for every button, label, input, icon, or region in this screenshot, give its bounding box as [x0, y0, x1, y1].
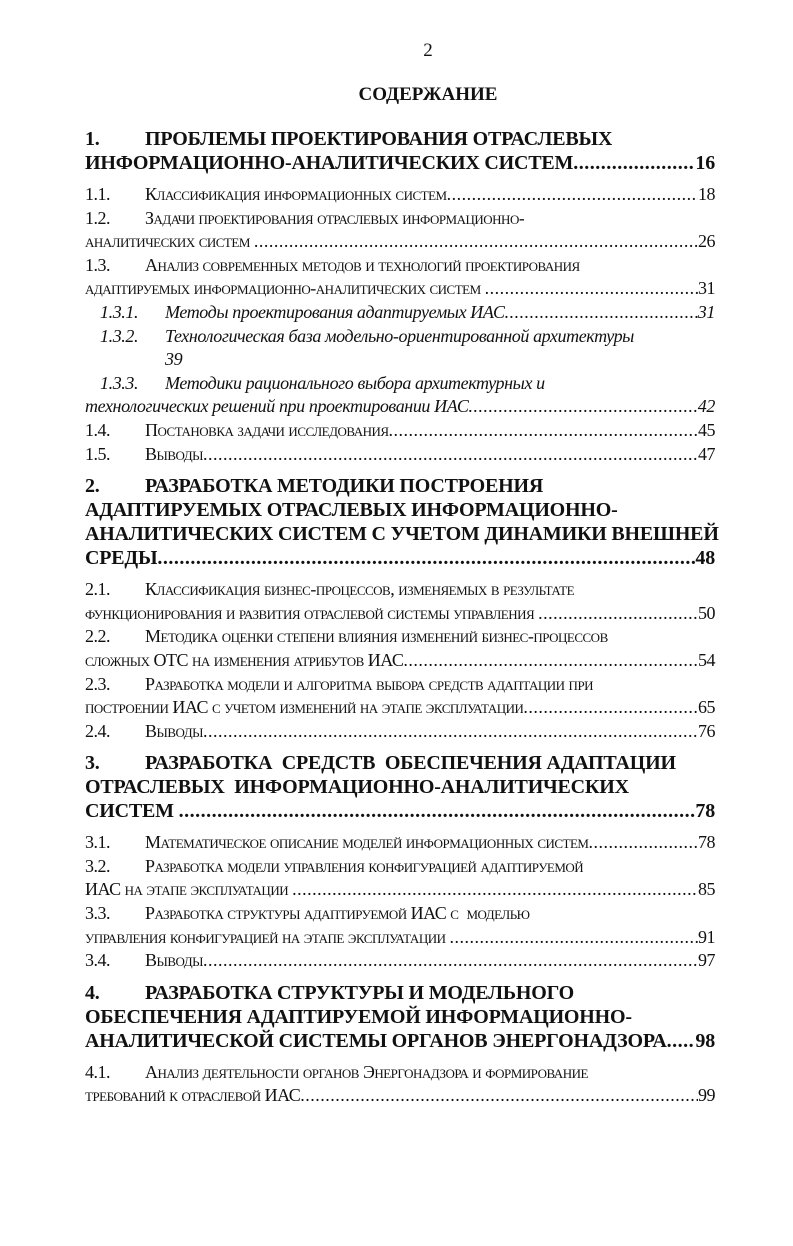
entry-page-number[interactable]: 42 [697, 396, 715, 417]
entry-title-text: Разработка структуры адаптируемой ИАС с моделью [145, 903, 530, 924]
entry-title-text: сложных ОТС на изменения атрибутов ИАС [85, 649, 404, 670]
toc-entry-line [85, 902, 715, 926]
toc-entry-section[interactable] [85, 207, 715, 254]
dot-leader [485, 277, 698, 301]
toc-entry-section[interactable] [85, 1061, 715, 1108]
toc-entry-line [85, 696, 715, 720]
entry-page-number[interactable]: 39 [165, 349, 183, 370]
entry-title-text: РАЗРАБОТКА СТРУКТУРЫ И МОДЕЛЬНОГО [145, 981, 574, 1004]
entry-page-number[interactable]: 78 [695, 800, 715, 823]
toc-entry-section[interactable] [85, 254, 715, 301]
toc-entry-section[interactable] [85, 902, 715, 949]
toc-entry-line [85, 855, 715, 879]
dot-leader [203, 443, 698, 467]
toc-entry-line [85, 1061, 715, 1085]
entry-title-text: Анализ деятельности органов Энергонадзора и формирование [145, 1061, 588, 1082]
toc-entry-line [85, 301, 715, 325]
toc-entry-line [85, 151, 715, 175]
toc-entry-line [85, 498, 715, 522]
entry-number: 2.2. [85, 626, 110, 647]
toc-entry-line [85, 649, 715, 673]
toc-entry-line [85, 230, 715, 254]
entry-number: 1.2. [85, 207, 110, 228]
entry-number: 3.4. [85, 950, 110, 971]
toc-entry-line [85, 625, 715, 649]
toc-entry-line [85, 1084, 715, 1108]
toc-entry-line [85, 775, 715, 799]
toc-entry-section[interactable] [85, 419, 715, 443]
page-number: 2 [423, 40, 433, 61]
entry-number: 2.1. [85, 579, 110, 600]
entry-title-text: ПРОБЛЕМЫ ПРОЕКТИРОВАНИЯ ОТРАСЛЕВЫХ [145, 128, 613, 150]
entry-title-text: Методики рационального выбора архитектурных и [165, 372, 545, 393]
toc-entry-chapter[interactable] [85, 981, 715, 1053]
dot-leader [389, 419, 698, 443]
entry-page-number[interactable]: 98 [695, 1029, 715, 1052]
entry-number: 1.1. [85, 184, 110, 204]
dot-leader [667, 1029, 696, 1053]
toc-entry-line [85, 799, 715, 823]
toc-entry-subsection[interactable] [85, 372, 715, 419]
toc-entry-section[interactable] [85, 949, 715, 973]
table-of-contents [85, 127, 719, 1108]
entry-title-text: Выводы [145, 950, 203, 971]
entry-number: 1.3.3. [100, 372, 139, 393]
entry-title-text: Классификация информационных систем [145, 184, 447, 204]
toc-entry-line [85, 207, 715, 231]
toc-entry-section[interactable] [85, 578, 715, 625]
dot-leader [449, 926, 698, 950]
entry-number: 1.3. [85, 254, 110, 275]
dot-leader [254, 230, 698, 254]
entry-page-number[interactable]: 31 [698, 278, 715, 299]
entry-title-text: Технологическая база модельно-ориентированной архитектуры [165, 325, 634, 346]
toc-entry-line [85, 277, 715, 301]
entry-number: 1. [85, 128, 100, 150]
entry-title-text: Задачи проектирования отраслевых информационно- [145, 207, 525, 228]
entry-title-text: аналитических систем [85, 231, 254, 252]
entry-title-text: РАЗРАБОТКА МЕТОДИКИ ПОСТРОЕНИЯ [145, 475, 544, 498]
toc-entry-chapter[interactable] [85, 474, 719, 570]
dot-leader [292, 878, 698, 902]
entry-page-number[interactable]: 76 [698, 720, 715, 741]
toc-entry-line [85, 1029, 715, 1053]
entry-page-number[interactable]: 31 [697, 301, 715, 322]
dot-leader [157, 546, 695, 570]
entry-number: 2. [85, 475, 100, 498]
entry-page-number[interactable]: 16 [695, 152, 715, 174]
entry-page-number[interactable]: 99 [698, 1085, 715, 1106]
entry-number: 4.1. [85, 1061, 110, 1082]
dot-leader [403, 649, 698, 673]
entry-title-text: Разработка модели и алгоритма выбора средств адаптации при [145, 673, 594, 694]
toc-entry-line [85, 348, 715, 372]
entry-title-text: ИАС на этапе эксплуатации [85, 879, 293, 900]
toc-entry-line [85, 831, 715, 855]
toc-entry-section[interactable] [85, 831, 715, 855]
dot-leader [203, 949, 698, 973]
toc-heading: СОДЕРЖАНИЕ [358, 84, 498, 105]
entry-number: 3.1. [85, 832, 110, 853]
dot-leader [505, 301, 698, 325]
toc-entry-line [85, 602, 715, 626]
toc-entry-line [85, 1005, 715, 1029]
entry-title-text: РАЗРАБОТКА СРЕДСТВ ОБЕСПЕЧЕНИЯ АДАПТАЦИИ [145, 752, 676, 775]
dot-leader [447, 183, 698, 207]
entry-title-text: Постановка задачи исследования [145, 419, 389, 440]
toc-entry-section[interactable] [85, 443, 715, 467]
entry-number: 3.3. [85, 903, 110, 924]
toc-entry-chapter[interactable] [85, 127, 715, 175]
entry-title-text: АНАЛИТИЧЕСКИХ СИСТЕМ С УЧЕТОМ ДИНАМИКИ ВНЕШНЕЙ [85, 523, 719, 546]
toc-entry-line [85, 522, 719, 546]
dot-leader [179, 799, 696, 823]
toc-entry-line [85, 127, 715, 151]
entry-page-number[interactable]: 47 [698, 443, 715, 464]
toc-entry-line [85, 751, 715, 775]
entry-number: 1.4. [85, 419, 110, 440]
entry-number: 4. [85, 981, 100, 1004]
toc-entry-line [85, 474, 715, 498]
entry-title-text: АНАЛИТИЧЕСКОЙ СИСТЕМЫ ОРГАНОВ ЭНЕРГОНАДЗОРА [85, 1029, 667, 1052]
toc-entry-section[interactable] [85, 855, 715, 902]
toc-entry-section[interactable] [85, 673, 715, 720]
entry-title-text: требований к отраслевой ИАС [85, 1085, 301, 1106]
toc-entry-section[interactable] [85, 625, 715, 672]
toc-entry-line [85, 949, 715, 973]
dot-leader [573, 151, 695, 175]
dot-leader [589, 831, 699, 855]
dot-leader [300, 1084, 698, 1108]
entry-number: 1.3.2. [100, 325, 139, 346]
entry-number: 2.3. [85, 673, 110, 694]
entry-page-number[interactable]: 54 [698, 649, 715, 670]
toc-entry-chapter[interactable] [85, 751, 715, 823]
entry-page-number[interactable]: 48 [695, 547, 715, 570]
entry-title-text: Выводы [145, 443, 203, 464]
entry-title-text: СРЕДЫ [85, 547, 158, 570]
entry-page-number[interactable]: 85 [698, 879, 715, 900]
entry-number: 1.5. [85, 443, 110, 464]
entry-title-text: ОБЕСПЕЧЕНИЯ АДАПТИРУЕМОЙ ИНФОРМАЦИОННО- [85, 1005, 632, 1028]
entry-page-number[interactable]: 97 [698, 950, 715, 971]
entry-page-number[interactable]: 91 [698, 926, 715, 947]
toc-entry-line [85, 926, 715, 950]
dot-leader [469, 395, 698, 419]
toc-entry-line [85, 878, 715, 902]
entry-title-text: Методика оценки степени влияния изменений бизнес-процессов [145, 626, 608, 647]
entry-title-text: Методы проектирования адаптируемых ИАС [165, 301, 505, 322]
entry-title-text: Математическое описание моделей информационных систем [145, 832, 589, 853]
toc-entry-line [85, 546, 715, 570]
entry-title-text: Классификация бизнес-процессов, изменяемых в результате [145, 579, 575, 600]
toc-entry-line [85, 443, 715, 467]
entry-title-text: ИНФОРМАЦИОННО-АНАЛИТИЧЕСКИХ СИСТЕМ [85, 152, 574, 174]
entry-title-text: технологических решений при проектировании ИАС [85, 396, 469, 417]
dot-leader [523, 696, 698, 720]
toc-entry-line [85, 981, 715, 1005]
dot-leader [538, 602, 698, 626]
toc-entry-subsection[interactable] [85, 325, 715, 372]
entry-title-text: Анализ современных методов и технологий проектирования [145, 254, 580, 275]
entry-title-text: СИСТЕМ [85, 800, 179, 823]
toc-entry-line [85, 325, 715, 349]
entry-page-number[interactable]: 26 [698, 231, 715, 252]
toc-entry-section[interactable] [85, 183, 715, 207]
entry-number: 3. [85, 752, 100, 775]
toc-entry-line [85, 673, 715, 697]
entry-page-number[interactable]: 65 [698, 697, 715, 718]
entry-title-text: Выводы [145, 720, 203, 741]
toc-entry-line [85, 183, 715, 207]
entry-page-number[interactable]: 45 [698, 419, 715, 440]
entry-title-text: адаптируемых информационно-аналитических систем [85, 278, 485, 299]
toc-entry-subsection[interactable] [85, 301, 715, 325]
toc-entry-line [85, 419, 715, 443]
entry-title-text: построении ИАС с учетом изменений на этапе эксплуатации [85, 697, 524, 718]
toc-entry-line [85, 254, 715, 278]
toc-entry-line [85, 372, 715, 396]
entry-title-text: ОТРАСЛЕВЫХ ИНФОРМАЦИОННО-АНАЛИТИЧЕСКИХ [85, 776, 629, 799]
entry-title-text: Разработка модели управления конфигурацией адаптируемой [145, 855, 584, 876]
entry-page-number[interactable]: 50 [698, 602, 715, 623]
entry-title-text: функционирования и развития отраслевой системы управления [85, 602, 539, 623]
entry-title-text: управления конфигурацией на этапе эксплуатации [85, 926, 450, 947]
entry-page-number[interactable]: 18 [698, 184, 715, 204]
entry-number: 3.2. [85, 855, 110, 876]
entry-page-number[interactable]: 78 [698, 832, 715, 853]
dot-leader [203, 720, 698, 744]
toc-entry-line [85, 395, 715, 419]
toc-entry-section[interactable] [85, 720, 715, 744]
toc-entry-line [85, 720, 715, 744]
entry-number: 1.3.1. [100, 301, 139, 322]
entry-title-text: АДАПТИРУЕМЫХ ОТРАСЛЕВЫХ ИНФОРМАЦИОННО- [85, 499, 618, 522]
entry-number: 2.4. [85, 720, 110, 741]
toc-entry-line [85, 578, 715, 602]
